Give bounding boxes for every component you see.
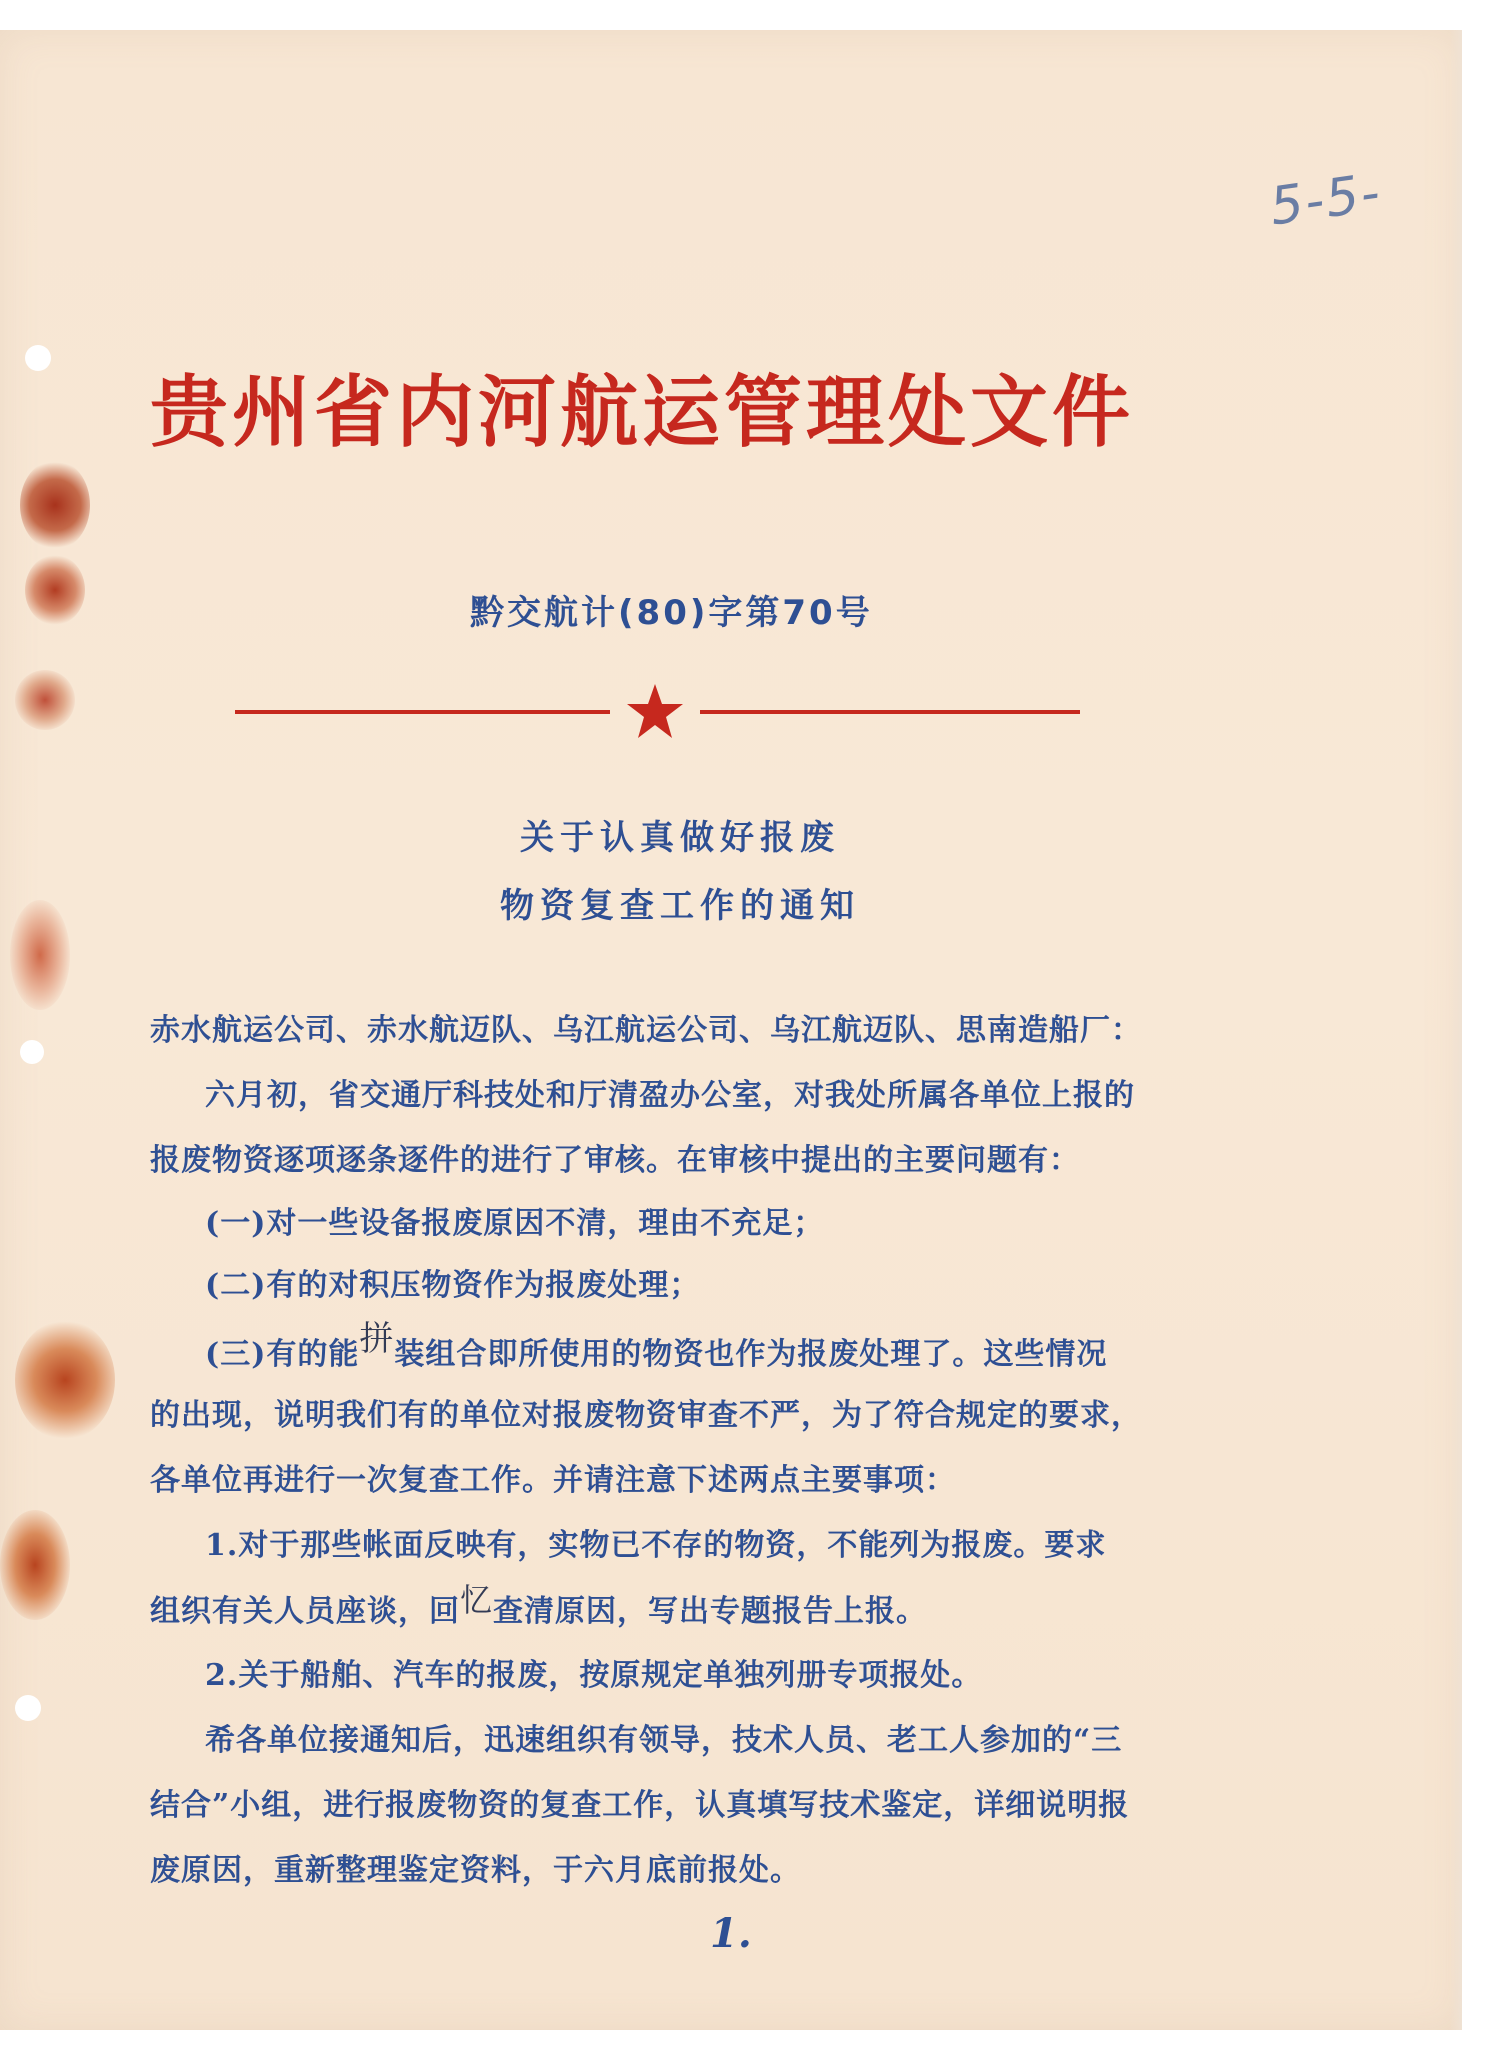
document-paper xyxy=(0,30,1462,2030)
item-1: (一)对一些设备报废原因不清，理由不充足； xyxy=(205,1206,825,1241)
subject-line-2: 物资复查工作的通知 xyxy=(500,886,860,926)
item-2: (二)有的对积压物资作为报废处理； xyxy=(205,1268,701,1303)
item-3-line1 xyxy=(205,1319,1108,1374)
rust-stain xyxy=(0,1510,70,1620)
para2-line1: 希各单位接通知后，迅速组织有领导，技术人员、老工人参加的“三 xyxy=(205,1723,1123,1758)
item-3-text-b: 装组合即所使用的物资也作为报废处理了。这些情况 xyxy=(394,1337,1108,1372)
document-number: 黔交航计(80)字第70号 xyxy=(470,593,873,633)
para1-line1: 六月初，省交通厅科技处和厅清盈办公室，对我处所属各单位上报的 xyxy=(205,1078,1135,1113)
item-3-line2: 的出现，说明我们有的单位对报废物资审查不严，为了符合规定的要求， xyxy=(150,1398,1142,1433)
punch-hole xyxy=(20,1040,44,1064)
punch-hole xyxy=(15,1695,41,1721)
page-number: 1. xyxy=(710,1910,752,1957)
rust-stain xyxy=(15,1320,115,1440)
red-star-icon xyxy=(625,682,685,742)
para2-line2: 结合”小组，进行报废物资的复查工作，认真填写技术鉴定，详细说明报 xyxy=(150,1788,1130,1823)
handwritten-insert: 拼 xyxy=(359,1319,395,1359)
point-1-text-a: 组织有关人员座谈，回 xyxy=(150,1594,460,1629)
subject-line-1: 关于认真做好报废 xyxy=(520,818,840,858)
rust-stain xyxy=(15,670,75,730)
point-2: 2.关于船舶、汽车的报废，按原规定单独列册专项报处。 xyxy=(205,1658,983,1693)
handwritten-insert: 忆 xyxy=(460,1581,494,1619)
point-1-line1: 1.对于那些帐面反映有，实物已不存的物资，不能列为报废。要求 xyxy=(205,1528,1107,1563)
rust-stain xyxy=(25,555,85,625)
point-1-text-b: 查清原因，写出专题报告上报。 xyxy=(493,1594,928,1629)
rust-stain xyxy=(10,900,70,1010)
rust-stain xyxy=(20,460,90,550)
item-3-text-a: (三)有的能 xyxy=(205,1337,360,1372)
page-mark: 5-5- xyxy=(1266,162,1386,238)
item-3-line3: 各单位再进行一次复查工作。并请注意下述两点主要事项： xyxy=(150,1463,956,1498)
divider-right xyxy=(700,710,1080,714)
recipients: 赤水航运公司、赤水航迈队、乌江航运公司、乌江航迈队、思南造船厂： xyxy=(150,1013,1142,1048)
point-1-line2 xyxy=(150,1581,928,1631)
para1-line2: 报废物资逐项逐条逐件的进行了审核。在审核中提出的主要问题有： xyxy=(150,1143,1080,1178)
punch-hole xyxy=(25,345,51,371)
document-header-title: 贵州省内河航运管理处文件 xyxy=(150,367,1135,458)
para2-line3: 废原因，重新整理鉴定资料，于六月底前报处。 xyxy=(150,1853,801,1888)
divider-left xyxy=(235,710,610,714)
